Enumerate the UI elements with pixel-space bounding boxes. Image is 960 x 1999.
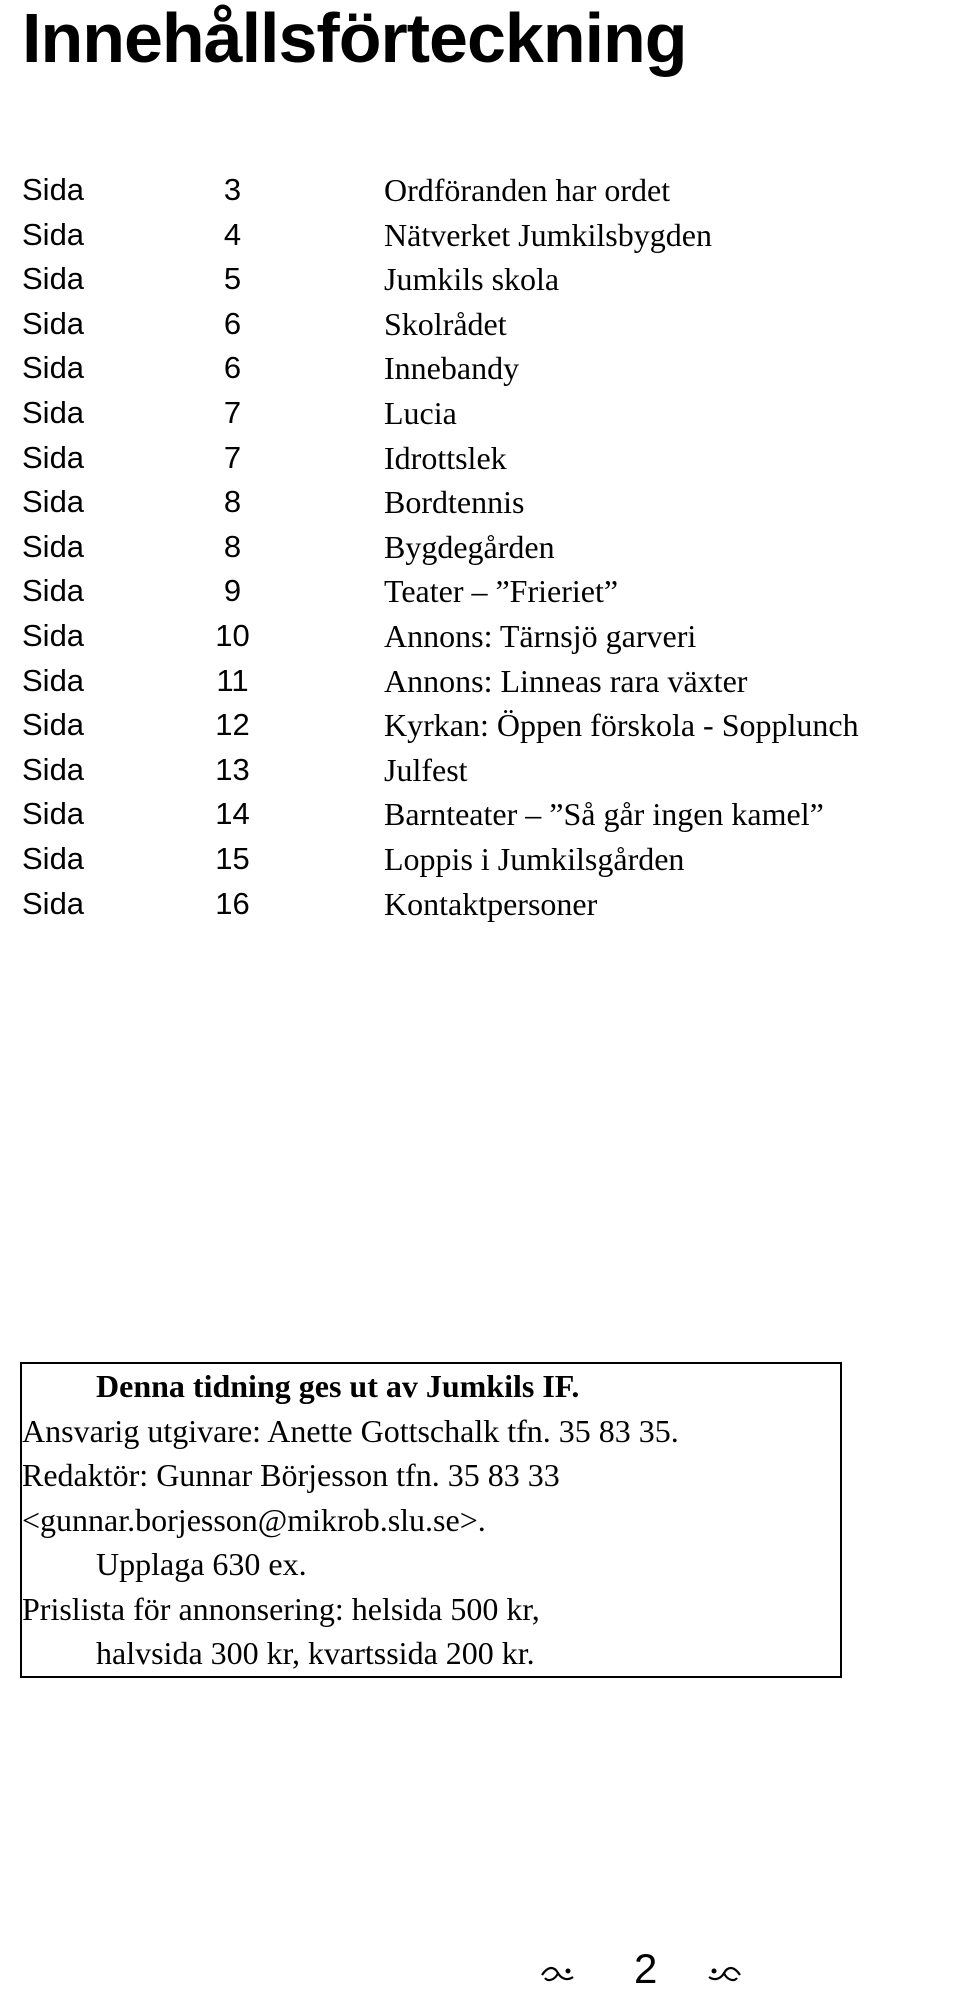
price-list-line-2: halvsida 300 kr, kvartssida 200 kr. — [96, 1635, 535, 1671]
toc-page-number: 11 — [216, 662, 249, 698]
page-title: Innehållsförteckning — [22, 0, 687, 77]
toc-page-number: 9 — [223, 573, 242, 609]
toc-entry-title: Teater – ”Frieriet” — [384, 573, 619, 610]
toc-row — [22, 659, 960, 704]
toc-page-number: 7 — [223, 394, 242, 430]
toc-entry-title: Lucia — [384, 394, 457, 431]
toc-row — [22, 792, 960, 837]
toc-row — [22, 703, 960, 748]
toc-label: Sida — [22, 573, 85, 609]
responsible-publisher-line: Ansvarig utgivare: Anette Gottschalk tfn. 35 83 35. — [22, 1412, 679, 1449]
toc-entry-title: Barnteater – ”Så går ingen kamel” — [384, 796, 824, 833]
toc-page-number: 13 — [215, 751, 250, 787]
toc-row — [22, 525, 960, 570]
toc-label: Sida — [22, 350, 85, 386]
toc-label: Sida — [22, 796, 85, 832]
toc-page-number: 12 — [215, 707, 250, 743]
toc-row — [22, 213, 960, 258]
toc-entry-title: Annons: Tärnsjö garveri — [384, 617, 697, 654]
table-of-contents — [22, 168, 960, 926]
toc-row — [22, 302, 960, 347]
toc-row — [22, 480, 960, 525]
editor-line: Redaktör: Gunnar Börjesson tfn. 35 83 33 — [22, 1457, 560, 1493]
price-list-line: Prislista för annonsering: helsida 500 kr, — [22, 1590, 540, 1627]
toc-page-number: 4 — [223, 216, 242, 252]
toc-label: Sida — [22, 172, 85, 207]
toc-label: Sida — [22, 261, 85, 297]
toc-entry-title: Loppis i Jumkilsgården — [384, 840, 685, 877]
publication-info-box — [20, 1362, 842, 1678]
toc-entry-title: Ordföranden har ordet — [384, 172, 671, 208]
toc-entry-title: Julfest — [384, 751, 468, 788]
toc-label: Sida — [22, 840, 85, 876]
toc-page-number: 8 — [223, 484, 242, 520]
toc-label: Sida — [22, 528, 85, 564]
toc-page-number: 6 — [223, 305, 242, 341]
left-fleuron-icon — [540, 1964, 576, 1986]
toc-label: Sida — [22, 394, 85, 430]
toc-entry-title: Kyrkan: Öppen förskola - Sopplunch — [384, 707, 859, 744]
toc-label: Sida — [22, 885, 85, 921]
toc-page-number: 16 — [215, 885, 250, 921]
toc-row — [22, 168, 960, 213]
toc-entry-title: Innebandy — [384, 350, 520, 387]
toc-row — [22, 436, 960, 481]
toc-row — [22, 391, 960, 436]
circulation-line: Upplaga 630 ex. — [96, 1546, 307, 1582]
toc-entry-title: Bordtennis — [384, 484, 525, 521]
toc-row — [22, 748, 960, 793]
toc-entry-title: Idrottslek — [384, 439, 507, 476]
toc-row — [22, 346, 960, 391]
toc-page-number: 14 — [215, 796, 250, 832]
toc-row — [22, 257, 960, 302]
toc-page-number: 6 — [223, 350, 242, 386]
editor-email: <gunnar.borjesson@mikrob.slu.se>. — [22, 1501, 486, 1538]
toc-entry-title: Kontaktpersoner — [384, 885, 598, 922]
toc-label: Sida — [22, 751, 85, 787]
toc-row — [22, 614, 960, 659]
toc-entry-title: Skolrådet — [384, 305, 507, 342]
toc-label: Sida — [22, 216, 85, 252]
toc-entry-title: Nätverket Jumkilsbygden — [384, 216, 712, 253]
toc-label: Sida — [22, 662, 85, 698]
page-number: 2 — [634, 1945, 658, 1992]
toc-entry-title: Bygdegården — [384, 528, 555, 565]
toc-label: Sida — [22, 305, 85, 341]
toc-row — [22, 569, 960, 614]
toc-label: Sida — [22, 439, 85, 475]
toc-page-number: 7 — [223, 439, 242, 475]
publisher-line: Denna tidning ges ut av Jumkils IF. — [96, 1368, 580, 1404]
toc-page-number: 15 — [215, 840, 250, 876]
toc-entry-title: Jumkils skola — [384, 261, 560, 298]
right-fleuron-icon — [706, 1964, 742, 1986]
toc-page-number: 5 — [223, 261, 242, 297]
toc-page-number: 10 — [215, 617, 250, 653]
toc-page-number: 8 — [223, 528, 242, 564]
toc-entry-title: Annons: Linneas rara växter — [384, 662, 748, 699]
toc-label: Sida — [22, 707, 85, 743]
toc-label: Sida — [22, 617, 85, 653]
toc-label: Sida — [22, 484, 85, 520]
toc-row — [22, 837, 960, 882]
toc-page-number: 3 — [223, 172, 242, 207]
toc-row — [22, 882, 960, 927]
